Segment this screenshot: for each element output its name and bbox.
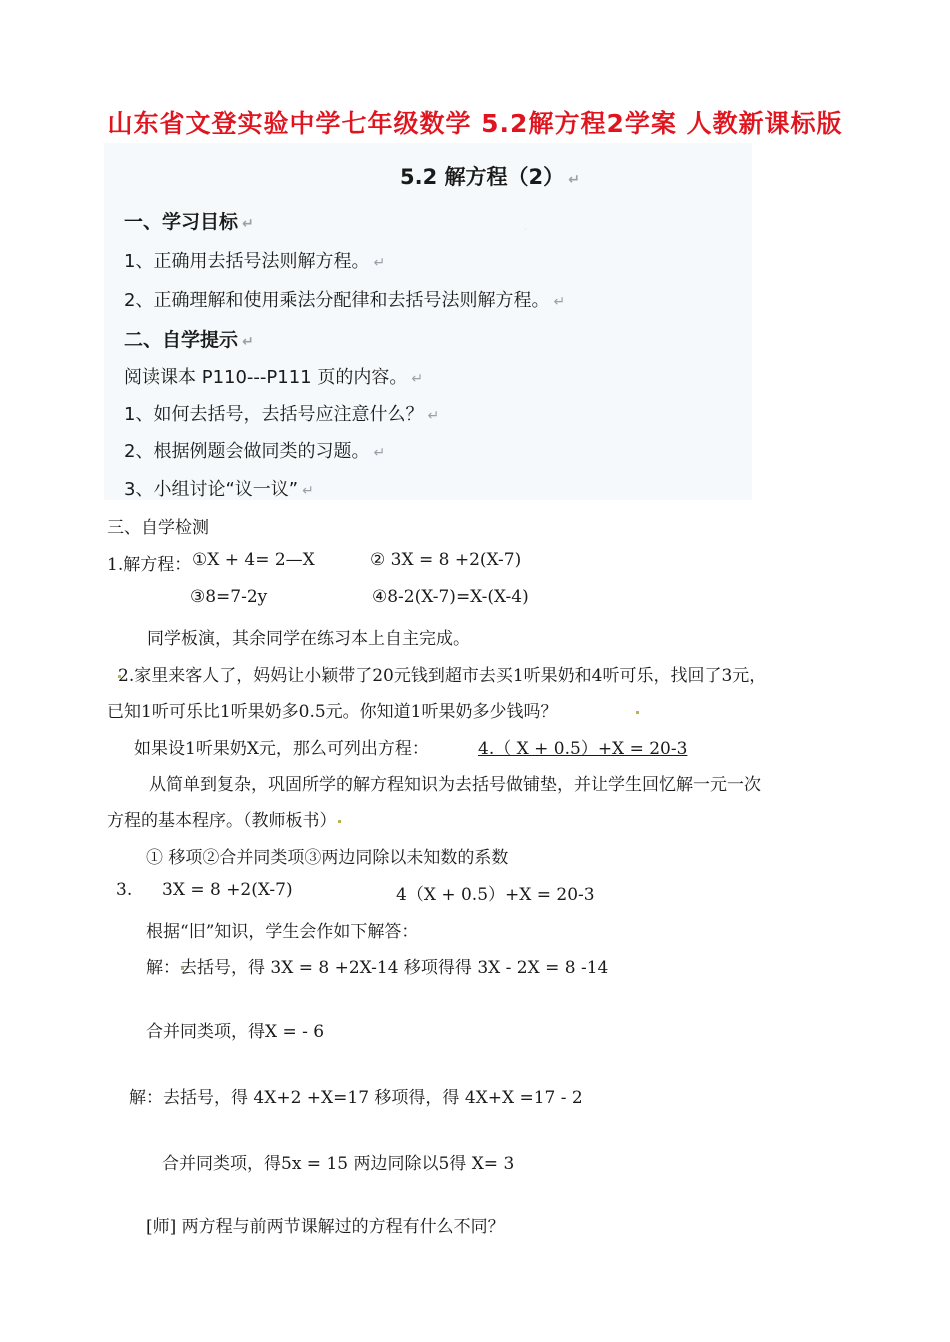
hint-item: 3、小组讨论“议一议” ↵ [124,479,314,500]
teacher-question: [师] 两方程与前两节课解过的方程有什么不同？ [146,1217,505,1237]
goal-item: 2、正确理解和使用乘法分配律和去括号法则解方程。 ↵ [124,290,566,311]
q3-intro: 根据“旧”知识，学生会作如下解答： [146,922,419,942]
document-title: 山东省文登实验中学七年级数学 5.2解方程2学案 人教新课标版 [107,109,843,138]
hints-heading: 二、自学提示 ↵ [124,329,254,351]
section3-heading: 三、自学检测 [107,518,209,538]
lesson-subtitle: 5.2 解方程（2） ↵ [400,165,580,189]
solution-1-line-1: 解：去括号，得 3X = 8 +2X-14 移项得得 3X - 2X = 8 -14 [146,958,609,978]
hint-item: 阅读课本 P110---P111 页的内容。 ↵ [124,367,424,388]
q3-equation-2: 4（X + 0.5）+X = 20-3 [396,885,595,905]
solution-2-line-1: 解：去括号，得 4X+2 +X=17 移项得，得 4X+X =17 - 2 [129,1088,583,1108]
solution-1-line-2: 合并同类项，得X = - 6 [146,1022,325,1042]
q3-equation-1: 3X = 8 +2(X-7) [162,880,293,900]
q1-equation-1: ①X + 4= 2—X [192,550,315,570]
q3-label: 3. [116,880,133,900]
marker-dot [338,820,341,823]
q2-equation: 4.（ X + 0.5）+X = 20-3 [478,739,688,759]
q1-equation-3: ③8=7-2y [190,587,268,607]
q2-setup: 如果设1听果奶X元，那么可列出方程： [134,739,429,759]
embedded-lesson-image [104,143,752,500]
watermark: · [520,222,531,237]
hint-item: 1、如何去括号，去括号应注意什么？ ↵ [124,404,440,425]
hint-item: 2、根据例题会做同类的习题。 ↵ [124,441,386,462]
q1-note: 同学板演，其余同学在练习本上自主完成。 [147,629,470,649]
goal-item: 1、正确用去括号法则解方程。 ↵ [124,251,386,272]
q1-equation-2: ② 3X = 8 +2(X-7) [370,550,522,570]
marker-dot [636,711,639,714]
solving-steps: ① 移项②合并同类项③两边同除以未知数的系数 [146,848,509,868]
solution-2-line-2: 合并同类项，得5x = 15 两边同除以5得 X= 3 [162,1154,515,1174]
paragraph-line-1: 从简单到复杂，巩固所学的解方程知识为去括号做铺垫，并让学生回忆解一元一次 [149,775,761,795]
goals-heading: 一、学习目标 ↵ [124,211,254,233]
q1-label: 1.解方程： [107,555,192,575]
q2-text-line-1: 2.家里来客人了，妈妈让小颖带了20元钱到超市去买1听果奶和4听可乐，找回了3元， [118,666,767,686]
q2-text-line-2: 已知1听可乐比1听果奶多0.5元。你知道1听果奶多少钱吗？ [107,702,558,722]
q1-equation-4: ④8-2(X-7)=X-(X-4) [372,587,529,607]
paragraph-line-2: 方程的基本程序。（教师板书） [107,811,337,831]
